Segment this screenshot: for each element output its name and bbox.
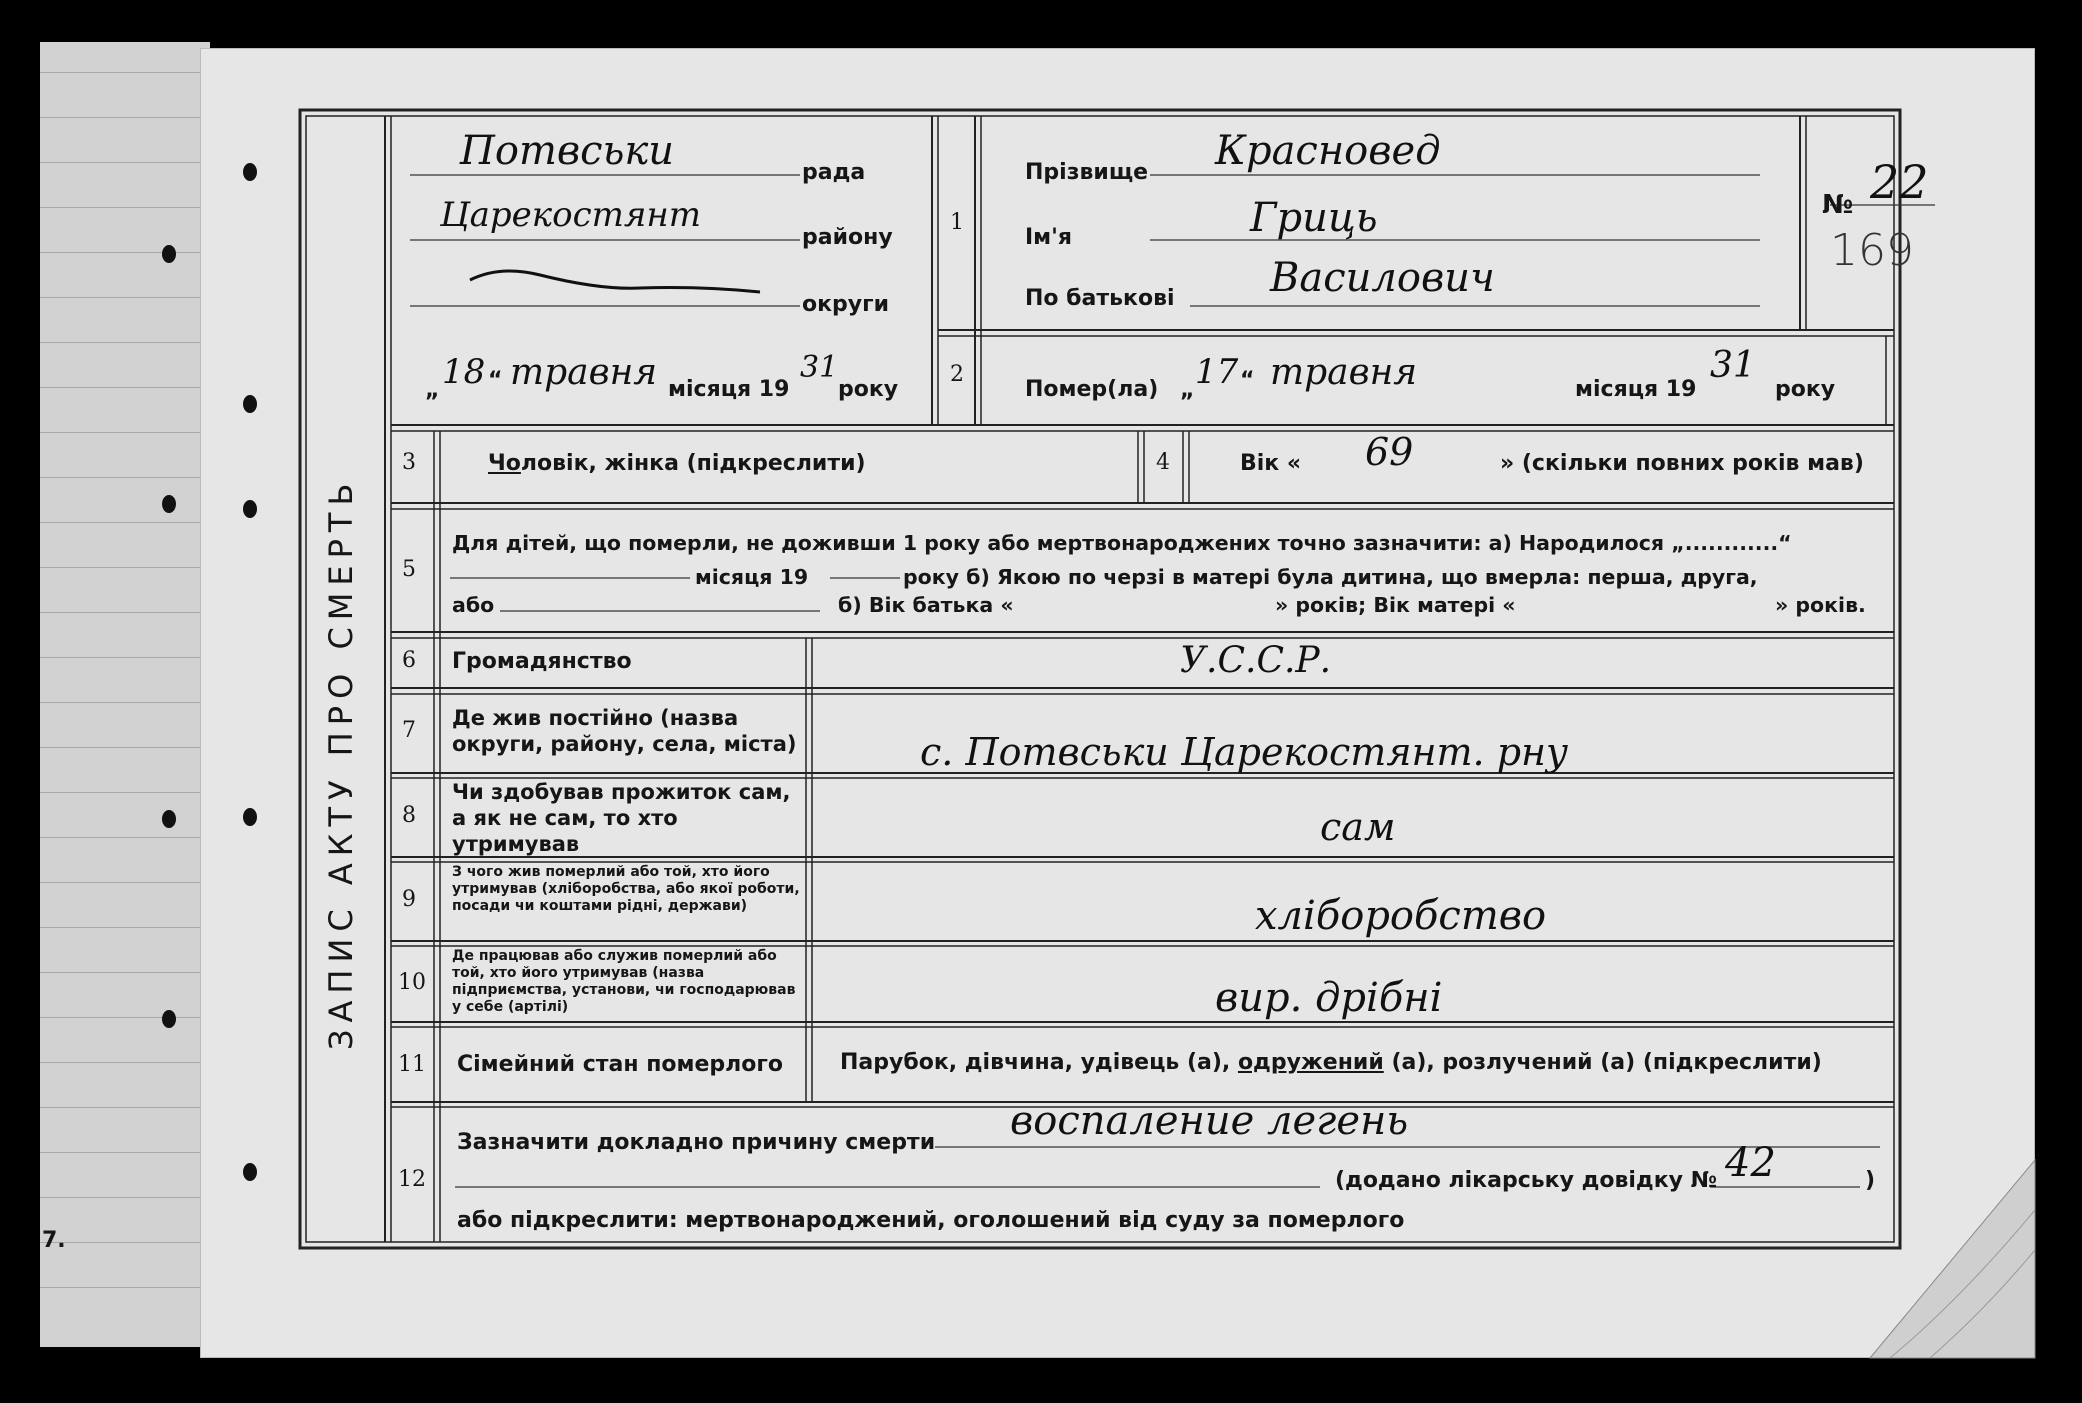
form-vertical-title: ЗАПИС АКТУ ПРО СМЕРТЬ [322,476,360,1050]
infant-line-2b: року б) Якою по черзі в матері була дитина, що вмерла: перша, друга, [903,565,1758,589]
infant-father-age-label: б) Вік батька « [838,593,1014,617]
sex-underlined: Чо [488,451,521,476]
section-2-number: 2 [950,362,964,387]
record-number-label: № [1822,190,1854,220]
date-year: 31 [800,350,839,385]
citizenship-value: У.С.С.Р. [1180,640,1332,681]
livelihood-value: сам [1320,805,1396,849]
row-7-number: 7 [402,718,416,743]
date-quote-close: “ [488,368,503,393]
row-11-number: 11 [398,1052,426,1077]
workplace-value: вир. дрібні [1215,975,1443,1021]
row-4-number: 4 [1156,450,1170,475]
residence-label: Де жив постійно (назва округи, району, села, міста) [452,706,797,756]
income-source-value: хліборобство [1255,893,1547,939]
date-quote-open: „ [425,378,440,403]
rada-label: рада [802,160,866,185]
patronymic-value: Василович [1270,255,1495,301]
died-quote-close: “ [1240,368,1255,393]
patronymic-label: По батькові [1025,286,1175,311]
marital-status-label: Сімейний стан померлого [457,1052,783,1077]
died-year-label: року [1775,377,1836,402]
rada-value: Потвськи [460,128,675,174]
row-6-number: 6 [402,648,416,673]
marital-status-options [840,1050,1822,1075]
marital-options-a: Парубок, дівчина, удівець (а), [840,1050,1231,1075]
record-number-value: 22 [1870,155,1929,209]
margin-mark: 7. [42,1228,66,1253]
year-label: року [838,377,899,402]
name-value: Гриць [1250,195,1378,241]
date-month: травня [510,352,658,393]
died-quote-open: „ [1180,378,1195,403]
stillborn-note: або підкреслити: мертвонароджений, оголошений від суду за померлого [457,1208,1405,1233]
age-suffix: » (скільки повних років мав) [1500,451,1864,476]
died-month: травня [1270,352,1418,393]
citizenship-label: Громадянство [452,649,632,674]
sex-field [488,451,866,476]
died-label: Помер(ла) [1025,377,1159,402]
raion-value: Царекостянт [440,195,702,235]
infant-line-1: Для дітей, що померли, не доживши 1 року або мертвонароджених точно зазначити: а) Народилося „............“ [452,531,1792,555]
cert-value: 42 [1725,1140,1776,1186]
cert-close: ) [1865,1168,1876,1193]
died-year: 31 [1710,345,1756,386]
livelihood-label: Чи здобував прожиток сам, а як не сам, то хто утримував [452,780,791,856]
income-source-label: З чого жив померлий або той, хто його утримував (хліборобства, або якої роботи, посади чи коштами рідні, держави) [452,864,800,914]
row-3-number: 3 [402,450,416,475]
sex-options: ловік, жінка (підкреслити) [520,451,866,476]
died-month-label: місяця 19 [1575,377,1697,402]
infant-line-3a: або [452,593,495,617]
infant-line-2a: місяця 19 [695,565,809,589]
age-value: 69 [1365,430,1414,474]
month-label: місяця 19 [668,377,790,402]
raion-label: району [802,225,893,250]
infant-line-3d: » років. [1775,593,1866,617]
row-9-number: 9 [402,887,416,912]
date-day: 18 [442,352,486,392]
cause-value: воспаление легень [1010,1098,1409,1144]
infant-mother-age-label: » років; Вік матері « [1275,593,1516,617]
row-12-number: 12 [398,1167,426,1192]
workplace-label: Де працював або служив померлий або той, хто його утримував (назва підприємства, установи, чи господарював у себе (артілі) [452,948,796,1015]
section-1-number: 1 [950,210,964,235]
cause-label: Зазначити докладно причину смерти [457,1130,936,1155]
record-number-extra: 169 [1830,225,1914,276]
okruha-label: округи [802,292,890,317]
age-label: Вік « [1240,451,1302,476]
name-label: Ім'я [1025,225,1073,250]
marital-selected: одружений [1237,1050,1384,1075]
row-10-number: 10 [398,970,426,995]
died-day: 17 [1195,352,1239,392]
residence-value: с. Потвськи Царекостянт. рну [920,730,1569,774]
surname-label: Прізвище [1025,160,1149,185]
marital-options-b: (а), розлучений (а) (підкреслити) [1391,1050,1822,1075]
surname-value: Красновед [1215,128,1441,174]
cert-label: (додано лікарську довідку № [1335,1168,1718,1193]
row-8-number: 8 [402,803,416,828]
row-5-number: 5 [402,557,416,582]
